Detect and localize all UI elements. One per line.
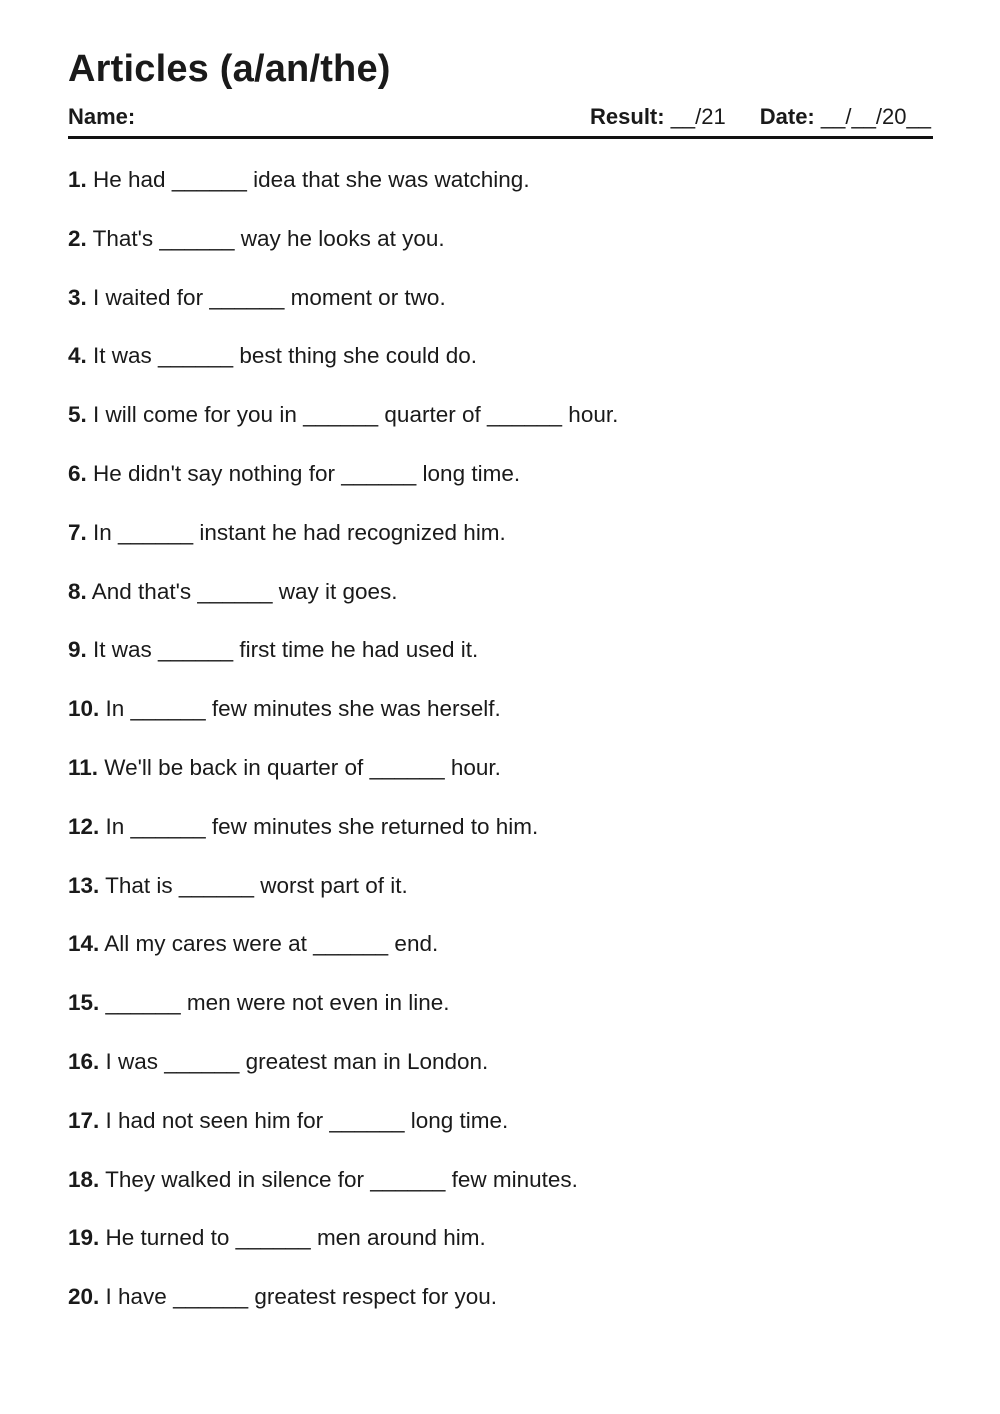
question-item bbox=[68, 988, 933, 1018]
question-number: 11. bbox=[68, 754, 99, 780]
question-item bbox=[68, 635, 933, 665]
question-item bbox=[68, 283, 933, 313]
question-text: I will come for you in ______ quarter of ______ hour. bbox=[86, 402, 619, 428]
question-text: I had not seen him for ______ long time. bbox=[99, 1107, 509, 1133]
question-item bbox=[68, 459, 933, 489]
question-item bbox=[68, 518, 933, 548]
question-item bbox=[68, 1165, 933, 1195]
question-text: And that's ______ way it goes. bbox=[86, 578, 398, 604]
question-item bbox=[68, 1047, 933, 1077]
question-text: All my cares were at ______ end. bbox=[99, 931, 439, 957]
date-label: Date: bbox=[759, 104, 815, 129]
question-number: 13. bbox=[68, 872, 100, 898]
question-item bbox=[68, 753, 933, 783]
question-text: In ______ instant he had recognized him. bbox=[86, 519, 506, 545]
result-label: Result: bbox=[590, 104, 665, 129]
question-number: 4. bbox=[68, 343, 87, 369]
question-item bbox=[68, 1223, 933, 1253]
question-text: They walked in silence for ______ few minutes. bbox=[99, 1166, 578, 1192]
question-item bbox=[68, 694, 933, 724]
question-text: I waited for ______ moment or two. bbox=[86, 284, 446, 310]
question-number: 10. bbox=[68, 696, 100, 722]
question-text: I have ______ greatest respect for you. bbox=[99, 1284, 498, 1310]
question-text: He had ______ idea that she was watching. bbox=[86, 167, 530, 192]
question-number: 17. bbox=[68, 1107, 100, 1133]
question-number: 3. bbox=[68, 284, 87, 310]
result-value: __/21 bbox=[664, 104, 726, 129]
question-text: I was ______ greatest man in London. bbox=[99, 1048, 489, 1074]
name-label: Name: bbox=[68, 104, 136, 129]
question-text: We'll be back in quarter of ______ hour. bbox=[98, 754, 501, 780]
question-text: That's ______ way he looks at you. bbox=[86, 225, 445, 251]
question-number: 2. bbox=[68, 225, 87, 251]
question-number: 20. bbox=[68, 1284, 100, 1310]
question-item bbox=[68, 1106, 933, 1136]
question-number: 1. bbox=[68, 167, 87, 192]
header-divider bbox=[68, 136, 933, 139]
question-number: 19. bbox=[68, 1225, 100, 1251]
question-number: 14. bbox=[68, 931, 100, 957]
question-item bbox=[68, 929, 933, 959]
question-number: 15. bbox=[68, 990, 100, 1016]
question-number: 16. bbox=[68, 1048, 100, 1074]
question-item bbox=[68, 1282, 933, 1312]
question-item bbox=[68, 577, 933, 607]
question-number: 6. bbox=[68, 460, 87, 486]
question-number: 18. bbox=[68, 1166, 100, 1192]
question-item bbox=[68, 341, 933, 371]
question-number: 5. bbox=[68, 402, 87, 428]
question-item bbox=[68, 871, 933, 901]
question-item bbox=[68, 165, 933, 195]
question-text: It was ______ best thing she could do. bbox=[86, 343, 478, 369]
question-text: That is ______ worst part of it. bbox=[99, 872, 408, 898]
question-item bbox=[68, 224, 933, 254]
question-list bbox=[68, 165, 933, 1312]
question-number: 9. bbox=[68, 637, 87, 663]
page-title: Articles (a/an/the) bbox=[68, 48, 391, 90]
question-number: 7. bbox=[68, 519, 87, 545]
header-fields bbox=[68, 102, 933, 132]
result-date-group bbox=[590, 102, 931, 132]
question-item bbox=[68, 400, 933, 430]
question-text: In ______ few minutes she returned to him. bbox=[99, 813, 539, 839]
question-number: 8. bbox=[68, 578, 87, 604]
question-text: He turned to ______ men around him. bbox=[99, 1225, 486, 1251]
question-text: He didn't say nothing for ______ long time. bbox=[86, 460, 521, 486]
question-text: It was ______ first time he had used it. bbox=[86, 637, 479, 663]
question-item bbox=[68, 812, 933, 842]
worksheet bbox=[68, 46, 933, 1341]
question-text: ______ men were not even in line. bbox=[99, 990, 450, 1016]
question-number: 12. bbox=[68, 813, 100, 839]
date-value: __/__/20__ bbox=[814, 104, 931, 129]
question-text: In ______ few minutes she was herself. bbox=[99, 696, 501, 722]
